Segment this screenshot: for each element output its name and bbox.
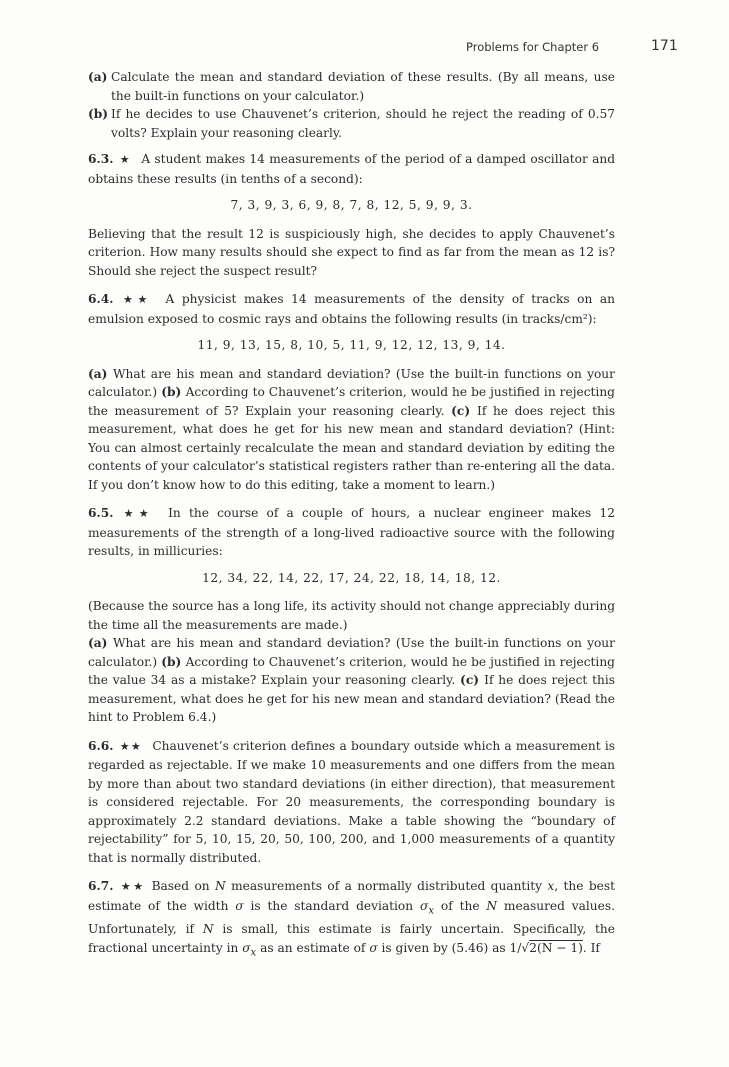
text-segment: , the best estimate of the width [88, 879, 616, 913]
problem-number: 6.3. [88, 152, 114, 166]
text-segment: . If [582, 940, 600, 955]
problem-6-6 [88, 737, 615, 868]
part-label: (c) [460, 673, 485, 687]
problem-6-5 [88, 504, 615, 727]
math-sub: x [428, 904, 435, 916]
running-head [0, 38, 729, 58]
problem-body: Believing that the result 12 is suspiciously high, she decides to apply Chauvenet’s criterion. How many results should she expect to find as far from the mean as 12 is? Should she reject the suspect result? [88, 226, 615, 278]
intro-text: A physicist makes 14 measurements of the density of tracks on an emulsion exposed to cosmic rays and obtains the following results (in tracks/cm²): [88, 292, 616, 326]
intro-text: A student makes 14 measurements of the period of a damped oscillator and obtains these results (in tenths of a second): [88, 152, 616, 186]
part-label: (a) [88, 70, 108, 84]
prev-part-b [88, 105, 615, 142]
part-label: (a) [88, 366, 114, 381]
text-segment: measurements of a normally distributed quantity [225, 879, 548, 893]
part-text: According to Chauvenet’s criterion, would he be justified in rejecting the value 34 as a mistake? Explain your reasoning clearly. [88, 654, 615, 687]
part-text: According to Chauvenet’s criterion, would he be justified in rejecting the measurement of 5? Explain your reasoning clearly. [88, 385, 615, 418]
math-sub: x [250, 947, 257, 959]
part-text: If he does reject this measurement, what does he get for his new mean and standard deviation? (Hint: You can almost certainly recalculate the mean and standard deviation by editing the contents of your calculator’s statistical registers rather than re-entering all the data. If you don’t know how to do this editing, take a moment to learn.) [88, 403, 615, 492]
part-text: What are his mean and standard deviation? (Use the built-in functions on your calculator.) [88, 636, 615, 669]
text-segment: is small, this estimate is fairly uncertain. Specifically, the fractional uncertainty in [88, 922, 615, 955]
part-label: (b) [88, 107, 109, 121]
math-var: N [215, 879, 226, 893]
problem-intro [88, 504, 615, 561]
math-var: N [486, 898, 498, 913]
difficulty-stars: ★★ [120, 880, 146, 893]
math-var: σ [419, 898, 429, 913]
intro-text: In the course of a couple of hours, a nuclear engineer makes 12 measurements of the strength of a long-lived radioactive source with the following results, in millicuries: [88, 506, 615, 558]
math-var: σ [369, 940, 378, 955]
problem-body [88, 634, 615, 727]
problem-6-4 [88, 290, 615, 494]
problem-6-7 [88, 877, 615, 963]
text-segment: of the [434, 898, 487, 913]
problem-number: 6.6. [88, 738, 114, 753]
problem-body [88, 365, 615, 495]
part-text: If he decides to use Chauvenet’s criterion, should he reject the reading of 0.57 volts? Explain your reasoning clearly. [111, 107, 615, 140]
problem-intro [88, 290, 615, 328]
problem-number: 6.7. [88, 879, 114, 893]
text-segment: is the standard deviation [243, 898, 420, 913]
data-list: 7, 3, 9, 3, 6, 9, 8, 7, 8, 12, 5, 9, 9, 3. [230, 198, 473, 212]
problem-number: 6.5. [88, 506, 114, 520]
part-text: If he does reject this measurement, what does he get for his new mean and standard deviation? (Read the hint to Problem 6.4.) [88, 673, 615, 724]
part-text: What are his mean and standard deviation? (Use the built-in functions on your calculator.) [88, 366, 615, 399]
difficulty-stars: ★★ [122, 293, 153, 306]
page-content [88, 68, 615, 973]
data-list: 11, 9, 13, 15, 8, 10, 5, 11, 9, 12, 12, 13, 9, 14. [197, 338, 506, 352]
part-label: (c) [451, 403, 478, 418]
problem-text: Chauvenet’s criterion defines a boundary outside which a measurement is regarded as rejectable. If we make 10 measurements and one differs from the mean by more than about two standard deviations (in either direction), that measurement is considered rejectable. For 20 measurements, the corresponding boundary is approximately 2.2 standard deviations. Make a table showing the “boundary of rejectability” for 5, 10, 15, 20, 50, 100, 200, and 1,000 measurements of a quantity that is normally distributed. [88, 738, 615, 865]
problem-body [88, 737, 615, 868]
sqrt-radicand: 2(N − 1) [529, 940, 583, 955]
part-label: (b) [161, 654, 186, 669]
data-list: 12, 34, 22, 14, 22, 17, 24, 22, 18, 14, 18, 12. [202, 570, 501, 585]
prev-problem-parts [88, 68, 615, 142]
text-segment: as an estimate of [256, 940, 370, 955]
part-label: (b) [161, 385, 186, 399]
difficulty-stars: ★★ [123, 507, 154, 520]
problem-number: 6.4. [88, 292, 114, 306]
part-text: Calculate the mean and standard deviation of these results. (By all means, use the built-in functions on your calculator.) [111, 70, 615, 103]
part-label: (a) [88, 636, 114, 650]
math-var: x [547, 879, 555, 893]
problem-note: (Because the source has a long life, its activity should not change appreciably during the time all the measurements are made.) [88, 599, 615, 632]
text-segment: Based on [151, 879, 216, 893]
difficulty-stars: ★ [119, 153, 132, 166]
problem-body [88, 877, 615, 963]
page-number: 171 [651, 38, 678, 54]
problem-intro [88, 150, 615, 188]
math-var: N [202, 922, 214, 937]
running-title: Problems for Chapter 6 [466, 40, 600, 54]
math-var: σ [242, 940, 251, 955]
math-var: σ [235, 898, 244, 913]
problem-6-3 [88, 150, 615, 280]
text-segment: is given by (5.46) as 1/√ [377, 940, 530, 955]
prev-part-a [88, 68, 615, 105]
text-segment: measured values. Unfortunately, if [88, 898, 615, 937]
difficulty-stars: ★★ [119, 739, 143, 753]
